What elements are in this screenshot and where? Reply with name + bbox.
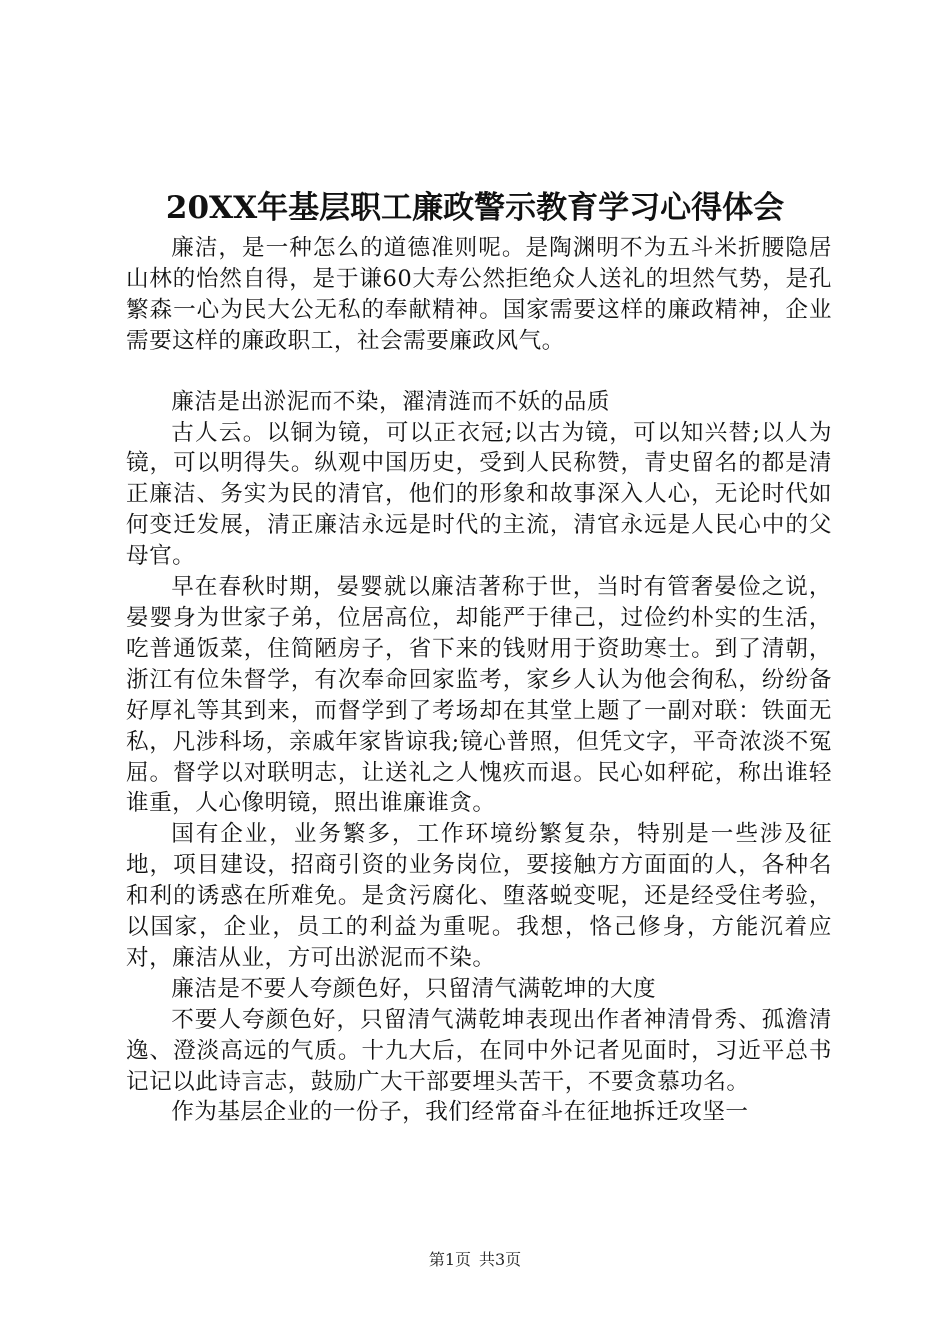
section-heading: 廉洁是不要人夸颜色好，只留清气满乾坤的大度 — [171, 975, 657, 1002]
paragraph: 国有企业，业务繁多，工作环境纷繁复杂，特别是一些涉及征地，项目建设，招商引资的业务岗位，要接触方方面面的人，各种名和利的诱惑在所难免。是贪污腐化、堕落蜕变呢，还是经受住考验，以国家，企业，员工的利益为重呢。我想，恪己修身，方能沉着应对，廉洁从业，方可出淤泥而不染。 — [126, 821, 832, 971]
document-body — [126, 233, 832, 1128]
paragraph: 廉洁，是一种怎么的道德准则呢。是陶渊明不为五斗米折腰隐居山林的怡然自得，是于谦60大寿公然拒绝众人送礼的坦然气势，是孔繁森一心为民大公无私的奉献精神。国家需要这样的廉政精神，企业需要这样的廉政职工，社会需要廉政风气。 — [126, 235, 832, 354]
paragraph: 不要人夸颜色好，只留清气满乾坤表现出作者神清骨秀、孤澹清逸、澄淡高远的气质。十九大后，在同中外记者见面时，习近平总书记记以此诗言志，鼓励广大干部要埋头苦干，不要贪慕功名。 — [126, 1006, 832, 1095]
paragraph: 早在春秋时期，晏婴就以廉洁著称于世，当时有管奢晏俭之说，晏婴身为世家子弟，位居高位，却能严于律己，过俭约朴实的生活，吃普通饭菜，住简陋房子，省下来的钱财用于资助寒士。到了清朝，浙江有位朱督学，有次奉命回家监考，家乡人认为他会徇私，纷纷备好厚礼等其到来，而督学到了考场却在其堂上题了一副对联：铁面无私，凡涉科场，亲戚年家皆谅我;镜心普照，但凭文字，平奇浓淡不冤屈。督学以对联明志，让送礼之人愧疚而退。民心如秤砣，称出谁轻谁重，人心像明镜，照出谁廉谁贪。 — [126, 574, 832, 817]
page-total: 共3页 — [479, 1250, 522, 1269]
document-title: 20XX年基层职工廉政警示教育学习心得体会 — [165, 190, 785, 226]
page-footer — [0, 1250, 950, 1270]
paragraph: 作为基层企业的一份子，我们经常奋斗在征地拆迁攻坚一 — [171, 1099, 749, 1126]
section-heading: 廉洁是出淤泥而不染，濯清涟而不妖的品质 — [171, 388, 610, 415]
paragraph: 古人云。以铜为镜，可以正衣冠;以古为镜，可以知兴替;以人为镜，可以明得失。纵观中国历史，受到人民称赞，青史留名的都是清正廉洁、务实为民的清官，他们的形象和故事深入人心，无论时代如何变迁发展，清正廉洁永远是时代的主流，清官永远是人民心中的父母官。 — [126, 419, 832, 570]
page-number: 第1页 — [428, 1250, 471, 1269]
